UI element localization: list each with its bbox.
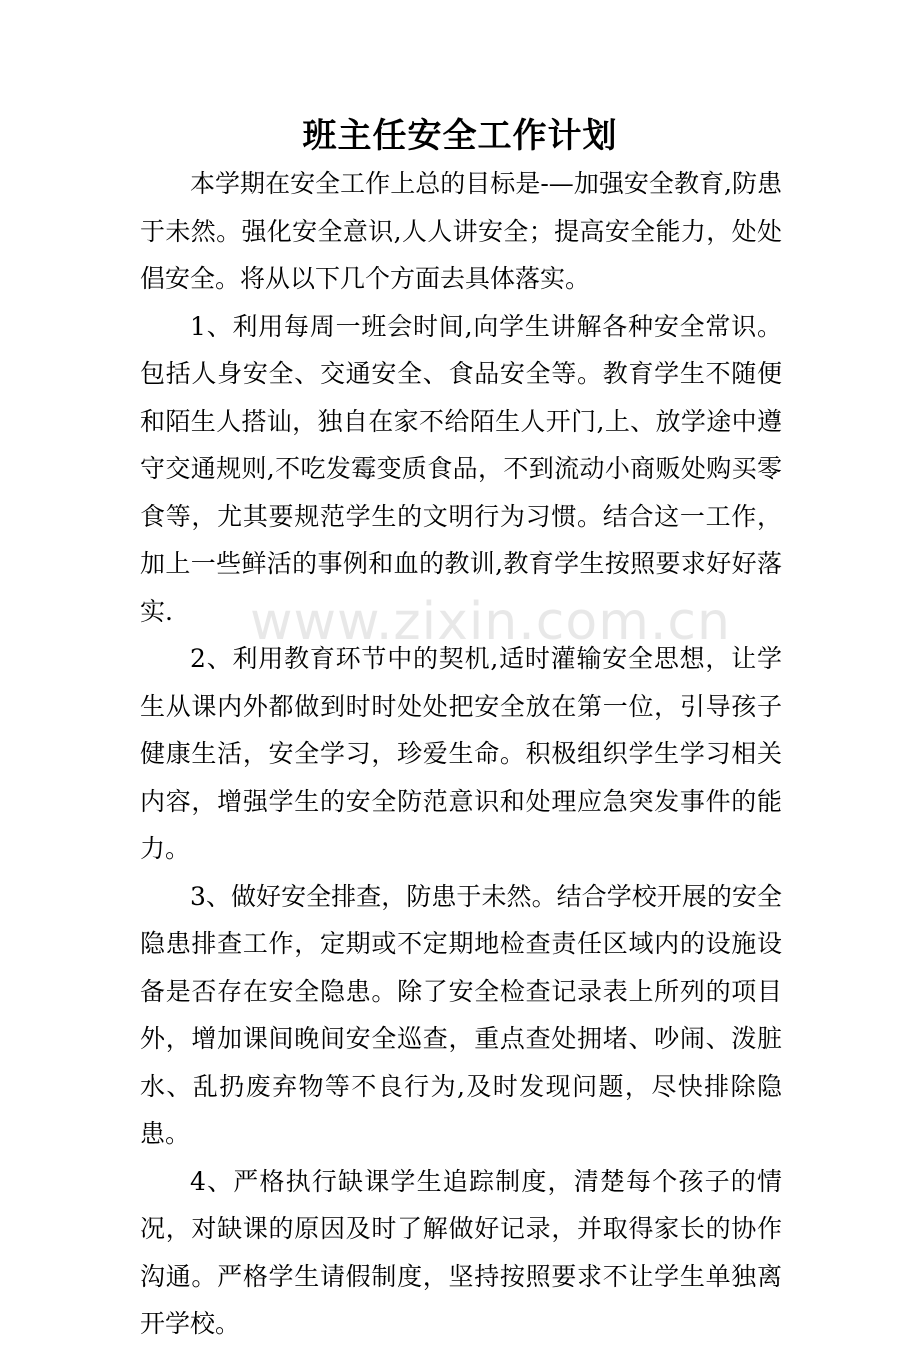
item-2-paragraph: 2、利用教育环节中的契机,适时灌输安全思想，让学生从课内外都做到时时处处把安全放在第一位，引导孩子健康生活，安全学习，珍爱生命。积极组织学生学习相关内容，增强学生的安全防范意识和处理应急突发事件的能力。 — [140, 644, 782, 863]
item-3-paragraph: 3、做好安全排查，防患于未然。结合学校开展的安全隐患排查工作，定期或不定期地检查责任区域内的设施设备是否存在安全隐患。除了安全检查记录表上所列的项目外，增加课间晚间安全巡查，重点查处拥堵、吵闹、泼脏水、乱扔废弃物等不良行为,及时发现问题，尽快排除隐患。 — [140, 881, 782, 1148]
watermark: www.zixin.com.cn — [250, 592, 731, 652]
intro-paragraph: 本学期在安全工作上总的目标是-—加强安全教育,防患于未然。强化安全意识,人人讲安全；提高安全能力，处处倡安全。将从以下几个方面去具体落实。 — [140, 169, 782, 293]
document-body — [140, 160, 782, 1348]
item-1-paragraph: 1、利用每周一班会时间,向学生讲解各种安全常识。包括人身安全、交通安全、食品安全等。教育学生不随便和陌生人搭讪，独自在家不给陌生人开门,上、放学途中遵守交通规则,不吃发霉变质食品，不到流动小商贩处购买零食等，尤其要规范学生的文明行为习惯。结合这一工作，加上一些鲜活的事例和血的教训,教育学生按照要求好好落实. — [140, 311, 782, 626]
item-4-paragraph: 4、严格执行缺课学生追踪制度，清楚每个孩子的情况，对缺课的原因及时了解做好记录，并取得家长的协作沟通。严格学生请假制度，坚持按照要求不让学生单独离开学校。 — [140, 1166, 782, 1338]
document-title: 班主任安全工作计划 — [302, 116, 618, 156]
